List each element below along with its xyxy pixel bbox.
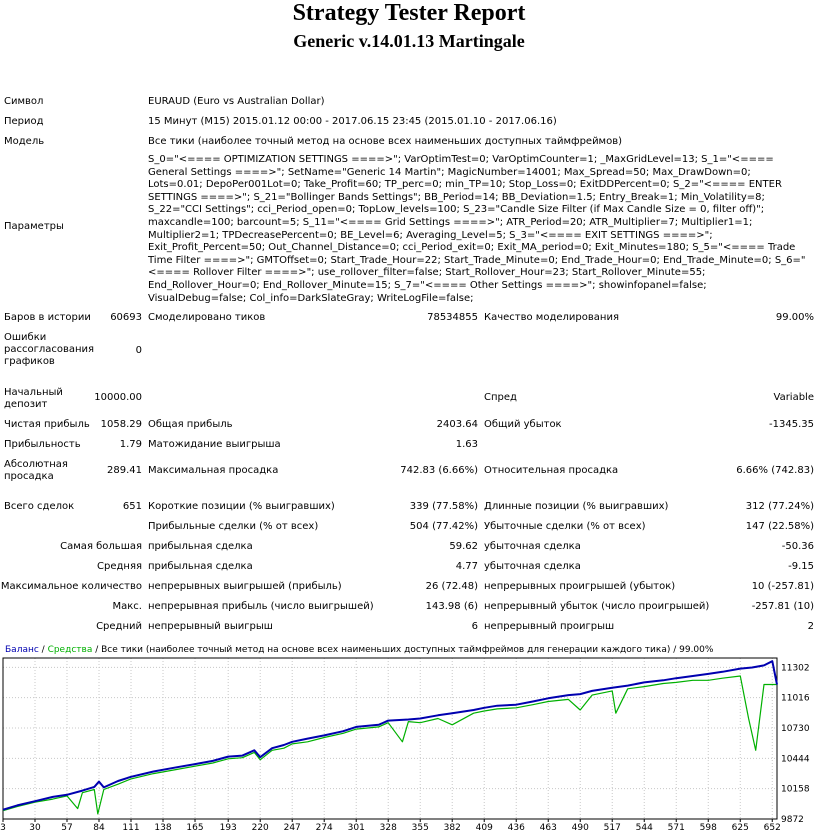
avg-label: Средний [96,621,142,632]
ticks-label: Смоделировано тиков [148,312,266,323]
gross-profit-label: Общая прибыль [148,419,233,430]
maxcount-label: Максимальное количество [0,581,142,592]
x-tick-label: 84 [93,823,105,832]
expected-payoff-label: Матожидание выигрыша [148,439,281,450]
y-tick-label: 10444 [781,754,810,765]
y-tick-label: 11302 [781,663,810,674]
average-profit-label: прибыльная сделка [148,561,253,572]
largest-loss-value: -50.36 [781,541,814,552]
legend-equity: Средства [47,645,93,655]
loss-trades-label: Убыточные сделки (% от всех) [484,521,646,532]
x-tick-label: 355 [411,823,429,832]
largest-profit-value: 59.62 [449,541,478,552]
report-title: Strategy Tester Report [292,0,526,26]
max-loss-label: непрерывный убыток (число проигрышей) [484,601,710,612]
y-tick-label: 10158 [781,784,810,795]
max-profit-label: непрерывная прибыль (число выигрышей) [148,601,374,612]
maxcount-wins-value: 26 (72.48) [425,581,478,592]
long-label: Длинные позиции (% выигравших) [484,501,669,512]
avg-wins-label: непрерывный выигрыш [148,621,273,632]
average-loss-label: убыточная сделка [484,561,581,572]
max-dd-label: Максимальная просадка [148,465,279,476]
symbol-value: EURAUD (Euro vs Australian Dollar) [148,96,325,107]
rel-dd-value: 6.66% (742.83) [736,465,814,476]
profit-factor-value: 1.79 [119,439,142,450]
x-tick-label: 571 [667,823,685,832]
bars-label: Баров в истории [4,312,91,323]
legend-model: Все тики (наиболее точный метод на основе всех наименьших доступных таймфреймов для генерации каждого тика) / 99.00% [101,645,714,655]
maxcount-wins-label: непрерывных выигрышей (прибыль) [148,581,342,592]
x-tick-label: 544 [635,823,653,832]
profit-trades-label: Прибыльные сделки (% от всех) [148,521,319,532]
x-tick-label: 247 [283,823,301,832]
balance-chart [0,638,818,832]
chart-svg [0,638,818,832]
quality-label: Качество моделирования [484,312,619,323]
short-value: 339 (77.58%) [409,501,478,512]
largest-label: Самая большая [60,541,142,552]
report-subtitle: Generic v.14.01.13 Martingale [293,31,525,51]
abs-dd-value: 289.41 [107,465,142,476]
max-loss-value: -257.81 (10) [751,601,814,612]
rel-dd-label: Относительная просадка [484,465,619,476]
avg-losses-label: непрерывный проигрыш [484,621,615,632]
profit-factor-label: Прибыльность [4,439,81,450]
mismatch-label: Ошибки рассогласования графиков [4,332,95,367]
average-label: Средняя [97,561,142,572]
x-tick-label: 274 [315,823,333,832]
model-label: Модель [4,136,45,147]
avg-losses-value: 2 [807,621,814,632]
symbol-label: Символ [4,96,44,107]
max-dd-value: 742.83 (6.66%) [400,465,478,476]
spread-label: Спред [484,392,517,403]
gross-loss-label: Общий убыток [484,419,562,430]
max-label: Макс. [112,601,142,612]
deposit-label: Начальный депозит [4,387,63,410]
total-trades-value: 651 [122,501,142,512]
x-tick-label: 517 [603,823,621,832]
x-tick-label: 301 [347,823,365,832]
x-tick-label: 193 [219,823,237,832]
period-value: 15 Минут (M15) 2015.01.12 00:00 - 2017.06.15 23:45 (2015.01.10 - 2017.06.16) [148,116,557,127]
spread-value: Variable [773,392,814,403]
maxcount-losses-value: 10 (-257.81) [751,581,814,592]
gross-profit-value: 2403.64 [436,419,478,430]
x-tick-label: 138 [154,823,172,832]
largest-loss-label: убыточная сделка [484,541,581,552]
x-tick-label: 409 [475,823,493,832]
largest-profit-label: прибыльная сделка [148,541,253,552]
y-tick-label: 9872 [781,815,804,825]
x-tick-label: 652 [763,823,781,832]
legend-separator: / [92,645,102,655]
max-profit-value: 143.98 (6) [425,601,478,612]
x-tick-label: 3 [0,823,6,832]
average-loss-value: -9.15 [788,561,814,572]
x-tick-label: 30 [29,823,41,832]
mismatch-value: 0 [135,345,142,356]
y-tick-label: 10730 [781,724,810,734]
short-label: Короткие позиции (% выигравших) [148,501,335,512]
params-label: Параметры [4,221,64,232]
loss-trades-value: 147 (22.58%) [745,521,814,532]
profit-trades-value: 504 (77.42%) [409,521,478,532]
expected-payoff-value: 1.63 [455,439,478,450]
quality-value: 99.00% [775,312,814,323]
legend-balance: Баланс [5,645,39,655]
net-profit-label: Чистая прибыль [4,419,90,430]
bars-value: 60693 [110,312,142,323]
x-tick-label: 57 [61,823,73,832]
x-tick-label: 382 [443,823,461,832]
x-tick-label: 463 [539,823,557,832]
y-tick-label: 11016 [781,693,810,704]
x-tick-label: 625 [731,823,749,832]
legend-separator: / [38,645,48,655]
gross-loss-value: -1345.35 [769,419,814,430]
avg-wins-value: 6 [471,621,478,632]
net-profit-value: 1058.29 [100,419,142,430]
ticks-value: 78534855 [427,312,478,323]
x-tick-label: 328 [379,823,397,832]
chart-legend [5,645,714,655]
x-tick-label: 111 [122,823,140,832]
x-tick-label: 436 [507,823,525,832]
deposit-value: 10000.00 [94,392,142,403]
x-tick-label: 598 [699,823,717,832]
x-tick-label: 490 [571,823,589,832]
abs-dd-label: Абсолютная просадка [4,459,68,482]
x-tick-label: 220 [251,823,269,832]
x-tick-label: 165 [186,823,204,832]
model-value: Все тики (наиболее точный метод на основе всех наименьших доступных таймфреймов) [148,136,623,147]
params-value: S_0="<==== OPTIMIZATION SETTINGS ====>"; VarOptimTest=0; VarOptimCounter=1; _MaxGridLevel=13; S_1="<==== General Settings ====>"; SetName="Generic 14 Martin"; MagicNumber=14001; Max_Spread=50; Max_DrawDown=0; Lots=0.01; DepoPer001Lot=0; Take_Profit=60; TP_perc=0; min_TP=10; Stop_Loss=0; ExitDDPercent=0; S_2="<==== ENTER SETTINGS ====>"; S_21="Bollinger Bands Settings"; BB_Period=14; BB_Deviation=1.5; Entry_Break=1; Min_Volatility=8; S_22="CCI Settings"; cci_Period_open=0; TopLow_levels=100; S_23="Candle Size Filter (if Max Candle Size = 0, filter off)"; maxcandle=100; barcount=5; S_11="<==== Grid Settings ====>"; ATR_Period=20; ATR_Multiplier=7; Multiplier1=1; Multiplier2=1; TPDecreasePercent=0; BE_Level=6; Averaging_Level=5; S_3="<==== EXIT SETTINGS ====>"; Exit_Profit_Percent=50; Out_Channel_Distance=0; cci_Period_exit=0; Exit_MA_period=0; Exit_Minutes=180; S_5="<==== Trade Time Filter ====>"; GMTOffset=0; Start_Trade_Hour=22; Start_Trade_Minute=0; End_Trade_Hour=0; End_Trade_Minute=0; S_6="<==== Rollover Filter ====>"; use_rollover_filter=false; Start_Rollover_Hour=23; Start_Rollover_Minute=55; End_Rollover_Hour=0; End_Rollover_Minute=15; S_7="<==== Other Settings ====>"; showinfopanel=false; VisualDebug=false; Col_info=DarkSlateGray; WriteLogFile=false; [148,154,806,304]
average-profit-value: 4.77 [455,561,478,572]
long-value: 312 (77.24%) [745,501,814,512]
maxcount-losses-label: непрерывных проигрышей (убыток) [484,581,676,592]
period-label: Период [4,116,44,127]
total-trades-label: Всего сделок [4,501,75,512]
